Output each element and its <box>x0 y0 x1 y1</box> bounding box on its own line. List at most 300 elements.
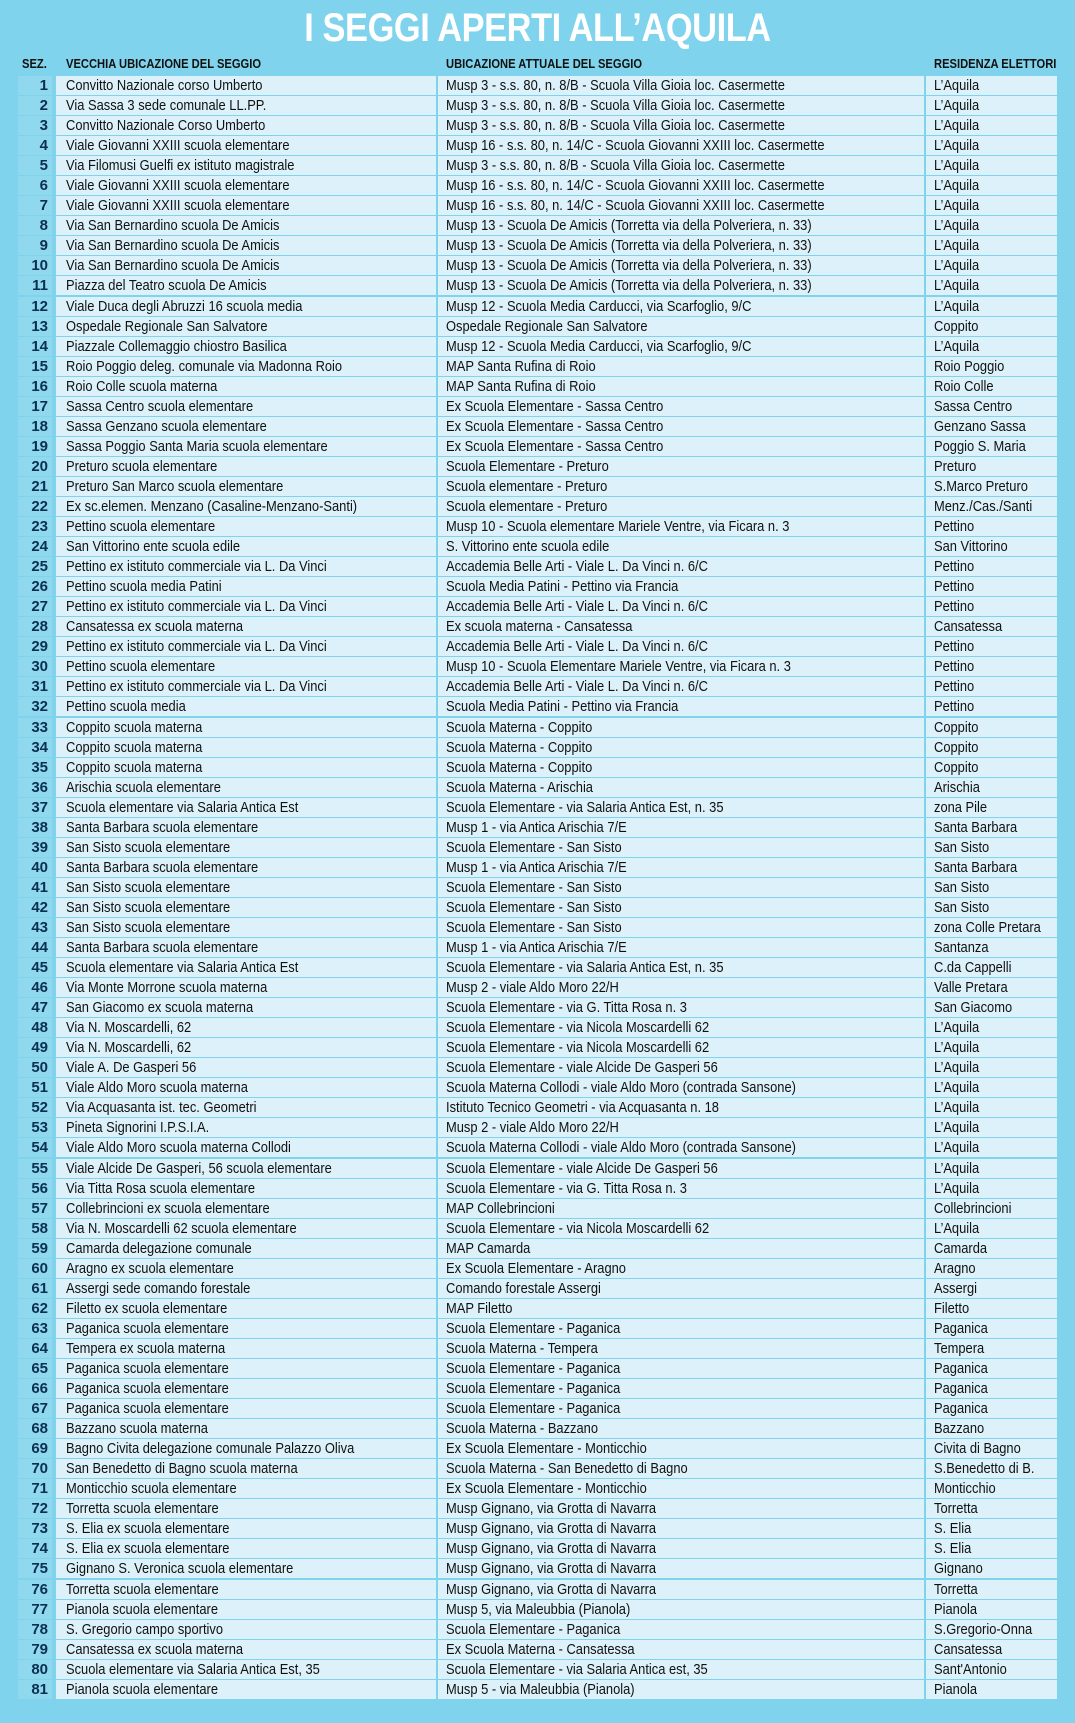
table-row <box>18 918 1057 938</box>
column-separator <box>436 1399 438 1418</box>
section-number: 6 <box>18 176 52 195</box>
section-number: 40 <box>18 858 52 877</box>
row-cells <box>56 437 1057 456</box>
section-number: 33 <box>18 718 52 737</box>
table-row <box>18 1439 1057 1459</box>
seggi-table <box>18 76 1057 1700</box>
column-separator <box>436 978 438 997</box>
new-location: Musp 10 - Scuola Elementare Mariele Ventre, via Ficara n. 3 <box>446 658 791 676</box>
table-row <box>18 1499 1057 1519</box>
old-location: Collebrincioni ex scuola elementare <box>66 1199 270 1217</box>
column-separator <box>924 637 926 656</box>
table-row <box>18 256 1057 276</box>
new-location: Musp 10 - Scuola elementare Mariele Ventre, via Ficara n. 3 <box>446 518 790 536</box>
voter-residence: Sant'Antonio <box>934 1660 1007 1678</box>
column-separator <box>436 838 438 857</box>
new-location: Scuola Materna - Bazzano <box>446 1420 599 1438</box>
table-row <box>18 637 1057 657</box>
section-number: 15 <box>18 357 52 376</box>
column-separator <box>924 1600 926 1619</box>
column-separator <box>436 938 438 957</box>
table-row <box>18 1660 1057 1680</box>
section-number: 56 <box>18 1179 52 1198</box>
old-location: Via N. Moscardelli, 62 <box>66 1019 192 1037</box>
column-separator <box>924 718 926 737</box>
row-cells <box>56 1038 1057 1057</box>
column-separator <box>924 1640 926 1659</box>
section-number: 29 <box>18 637 52 656</box>
voter-residence: L’Aquila <box>934 77 980 94</box>
new-location: Ex Scuola Elementare - Sassa Centro <box>446 397 664 415</box>
table-row <box>18 1359 1057 1379</box>
old-location: Via San Bernardino scuola De Amicis <box>66 257 280 275</box>
new-location: MAP Collebrincioni <box>446 1199 555 1217</box>
section-number: 65 <box>18 1359 52 1378</box>
section-number: 9 <box>18 236 52 255</box>
column-separator <box>924 597 926 616</box>
row-cells <box>56 1319 1057 1338</box>
old-location: Piazza del Teatro scuola De Amicis <box>66 277 267 295</box>
table-row <box>18 437 1057 457</box>
new-location: Scuola Elementare - Paganica <box>446 1380 621 1398</box>
column-separator <box>924 1038 926 1057</box>
column-separator <box>436 1239 438 1258</box>
old-location: Viale Giovanni XXIII scuola elementare <box>66 137 290 155</box>
section-number: 12 <box>18 297 52 316</box>
column-separator <box>436 858 438 877</box>
table-row <box>18 577 1057 597</box>
column-separator <box>436 457 438 476</box>
voter-residence: L’Aquila <box>934 1159 980 1177</box>
column-separator <box>436 357 438 376</box>
old-location: Sassa Centro scuola elementare <box>66 397 254 415</box>
column-separator <box>924 1459 926 1478</box>
table-row <box>18 1098 1057 1118</box>
table-row <box>18 1339 1057 1359</box>
row-cells <box>56 677 1057 696</box>
table-row <box>18 1620 1057 1640</box>
section-number: 19 <box>18 437 52 456</box>
row-cells <box>56 978 1057 997</box>
header-old-location: VECCHIA UBICAZIONE DEL SEGGIO <box>66 56 262 71</box>
column-separator <box>924 798 926 817</box>
voter-residence: L’Aquila <box>934 1179 980 1197</box>
table-row <box>18 116 1057 136</box>
voter-residence: Tempera <box>934 1339 985 1357</box>
new-location: Scuola elementare - Preturo <box>446 497 608 515</box>
header-new-location: UBICAZIONE ATTUALE DEL SEGGIO <box>446 56 643 71</box>
section-number: 47 <box>18 998 52 1017</box>
section-number: 58 <box>18 1219 52 1238</box>
column-separator <box>436 1600 438 1619</box>
old-location: Pettino scuola media <box>66 698 186 716</box>
voter-residence: Menz./Cas./Santi <box>934 497 1033 515</box>
table-row <box>18 276 1057 296</box>
old-location: Viale Duca degli Abruzzi 16 scuola media <box>66 297 303 315</box>
voter-residence: zona Pile <box>934 798 988 816</box>
column-separator <box>436 236 438 255</box>
new-location: Scuola Materna - Tempera <box>446 1339 598 1357</box>
old-location: Scuola elementare via Salaria Antica Est, 35 <box>66 1660 320 1678</box>
old-location: Preturo San Marco scuola elementare <box>66 477 284 495</box>
column-separator <box>924 176 926 195</box>
row-cells <box>56 1098 1057 1117</box>
column-separator <box>436 256 438 275</box>
row-cells <box>56 818 1057 837</box>
column-separator <box>436 818 438 837</box>
section-number: 18 <box>18 417 52 436</box>
column-separator <box>924 156 926 175</box>
column-separator <box>436 176 438 195</box>
column-separator <box>924 276 926 295</box>
row-cells <box>56 497 1057 516</box>
column-separator <box>924 256 926 275</box>
row-cells <box>56 918 1057 937</box>
voter-residence: Pettino <box>934 558 975 576</box>
column-separator <box>924 918 926 937</box>
section-number: 5 <box>18 156 52 175</box>
column-separator <box>924 317 926 336</box>
section-number: 37 <box>18 798 52 817</box>
column-separator <box>436 297 438 316</box>
section-number: 60 <box>18 1259 52 1278</box>
section-number: 36 <box>18 778 52 797</box>
section-number: 43 <box>18 918 52 937</box>
old-location: Monticchio scuola elementare <box>66 1480 237 1498</box>
section-number: 63 <box>18 1319 52 1338</box>
voter-residence: Coppito <box>934 738 979 756</box>
new-location: MAP Santa Rufina di Roio <box>446 377 596 395</box>
old-location: Pettino ex istituto commerciale via L. Da Vinci <box>66 598 327 616</box>
column-separator <box>436 1499 438 1518</box>
voter-residence: L’Aquila <box>934 237 980 255</box>
voter-residence: L’Aquila <box>934 1139 980 1157</box>
table-row <box>18 156 1057 176</box>
column-separator <box>924 818 926 837</box>
column-separator <box>436 738 438 757</box>
column-separator <box>436 1038 438 1057</box>
row-cells <box>56 798 1057 817</box>
table-row <box>18 778 1057 798</box>
old-location: Preturo scuola elementare <box>66 457 218 475</box>
new-location: Scuola Materna - Arischia <box>446 778 593 796</box>
table-row <box>18 1640 1057 1660</box>
column-separator <box>436 156 438 175</box>
table-row <box>18 1199 1057 1219</box>
old-location: Viale Aldo Moro scuola materna Collodi <box>66 1139 291 1157</box>
section-number: 20 <box>18 457 52 476</box>
section-number: 64 <box>18 1339 52 1358</box>
section-number: 31 <box>18 677 52 696</box>
column-separator <box>924 898 926 917</box>
voter-residence: L’Aquila <box>934 337 980 355</box>
voter-residence: Roio Poggio <box>934 357 1005 375</box>
old-location: Coppito scuola materna <box>66 718 203 736</box>
column-separator <box>436 617 438 636</box>
voter-residence: Torretta <box>934 1580 978 1598</box>
old-location: Assergi sede comando forestale <box>66 1279 251 1297</box>
table-row <box>18 1038 1057 1058</box>
table-row <box>18 96 1057 116</box>
table-row <box>18 978 1057 998</box>
section-number: 35 <box>18 758 52 777</box>
column-separator <box>436 1078 438 1097</box>
column-separator <box>924 938 926 957</box>
new-location: Scuola Materna - Coppito <box>446 738 593 756</box>
voter-residence: L’Aquila <box>934 157 980 175</box>
old-location: Arischia scuola elementare <box>66 778 221 796</box>
column-separator <box>436 1519 438 1538</box>
column-separator <box>924 1660 926 1679</box>
old-location: Cansatessa ex scuola materna <box>66 1640 244 1658</box>
column-separator <box>924 1199 926 1218</box>
column-separator <box>924 778 926 797</box>
column-separator <box>436 1259 438 1278</box>
section-number: 72 <box>18 1499 52 1518</box>
row-cells <box>56 1239 1057 1258</box>
column-separator <box>436 1620 438 1639</box>
old-location: Paganica scuola elementare <box>66 1360 229 1377</box>
column-separator <box>924 758 926 777</box>
new-location: Musp 12 - Scuola Media Carducci, via Scarfoglio, 9/C <box>446 297 752 315</box>
new-location: Scuola Elementare - Preturo <box>446 457 609 475</box>
row-cells <box>56 557 1057 576</box>
voter-residence: Pettino <box>934 638 975 656</box>
voter-residence: Paganica <box>934 1319 988 1337</box>
new-location: Musp 16 - s.s. 80, n. 14/C - Scuola Giovanni XXIII loc. Casermette <box>446 137 825 155</box>
voter-residence: Coppito <box>934 758 979 776</box>
row-cells <box>56 898 1057 917</box>
new-location: Musp Gignano, via Grotta di Navarra <box>446 1520 657 1538</box>
voter-residence: Aragno <box>934 1259 976 1277</box>
section-number: 23 <box>18 517 52 536</box>
row-cells <box>56 1620 1057 1639</box>
table-row <box>18 697 1057 717</box>
row-cells <box>56 357 1057 376</box>
new-location: Musp 1 - via Antica Arischia 7/E <box>446 939 627 957</box>
section-number: 8 <box>18 216 52 235</box>
new-location: Scuola Elementare - San Sisto <box>446 878 622 896</box>
column-separator <box>436 1319 438 1338</box>
voter-residence: Civita di Bagno <box>934 1440 1021 1458</box>
table-row <box>18 657 1057 677</box>
section-number: 45 <box>18 958 52 977</box>
section-number: 67 <box>18 1399 52 1418</box>
new-location: Comando forestale Assergi <box>446 1279 601 1297</box>
row-cells <box>56 236 1057 255</box>
new-location: Musp 13 - Scuola De Amicis (Torretta via della Polveriera, n. 33) <box>446 217 812 235</box>
column-separator <box>436 1058 438 1077</box>
column-separator <box>436 136 438 155</box>
old-location: Paganica scuola elementare <box>66 1319 229 1337</box>
old-location: Bagno Civita delegazione comunale Palazzo Oliva <box>66 1440 355 1458</box>
old-location: Aragno ex scuola elementare <box>66 1259 234 1277</box>
voter-residence: Collebrincioni <box>934 1199 1012 1217</box>
column-separator <box>436 477 438 496</box>
voter-residence: Arischia <box>934 778 980 796</box>
row-cells <box>56 738 1057 757</box>
table-row <box>18 1138 1057 1158</box>
row-cells <box>56 276 1057 295</box>
column-separator <box>436 1138 438 1157</box>
column-separator <box>924 337 926 356</box>
column-separator <box>924 136 926 155</box>
section-number: 4 <box>18 136 52 155</box>
old-location: Sassa Genzano scuola elementare <box>66 417 267 435</box>
new-location: Scuola Materna - Coppito <box>446 718 593 736</box>
old-location: Pineta Signorini I.P.S.I.A. <box>66 1119 210 1137</box>
section-number: 74 <box>18 1539 52 1558</box>
old-location: Santa Barbara scuola elementare <box>66 858 259 876</box>
old-location: Pettino scuola elementare <box>66 658 216 676</box>
row-cells <box>56 1519 1057 1538</box>
section-number: 21 <box>18 477 52 496</box>
voter-residence: San Sisto <box>934 838 990 856</box>
column-separator <box>924 738 926 757</box>
old-location: San Sisto scuola elementare <box>66 898 231 916</box>
column-separator <box>436 1680 438 1699</box>
header-residence: RESIDENZA ELETTORI <box>934 56 1057 71</box>
column-separator <box>924 1339 926 1358</box>
column-separator <box>924 357 926 376</box>
old-location: Santa Barbara scuola elementare <box>66 818 259 836</box>
column-separator <box>436 898 438 917</box>
section-number: 7 <box>18 196 52 215</box>
table-row <box>18 417 1057 437</box>
table-row <box>18 176 1057 196</box>
row-cells <box>56 537 1057 556</box>
old-location: Via Filomusi Guelfi ex istituto magistrale <box>66 157 295 175</box>
new-location: MAP Santa Rufina di Roio <box>446 357 596 375</box>
section-number: 22 <box>18 497 52 516</box>
column-separator <box>924 677 926 696</box>
old-location: Ex sc.elemen. Menzano (Casaline-Menzano-Santi) <box>66 497 358 515</box>
table-row <box>18 517 1057 537</box>
section-number: 14 <box>18 337 52 356</box>
voter-residence: S.Marco Preturo <box>934 477 1028 495</box>
voter-residence: L’Aquila <box>934 1059 980 1077</box>
old-location: Torretta scuola elementare <box>66 1500 219 1518</box>
column-separator <box>436 677 438 696</box>
section-number: 61 <box>18 1279 52 1298</box>
new-location: Scuola Media Patini - Pettino via Francia <box>446 698 679 716</box>
section-number: 34 <box>18 738 52 757</box>
old-location: Via N. Moscardelli 62 scuola elementare <box>66 1219 297 1237</box>
new-location: Musp 5 - via Maleubbia (Pianola) <box>446 1680 635 1698</box>
column-separator <box>924 1219 926 1238</box>
column-separator <box>924 858 926 877</box>
section-number: 44 <box>18 938 52 957</box>
new-location: Musp 3 - s.s. 80, n. 8/B - Scuola Villa Gioia loc. Casermette <box>446 77 785 94</box>
table-row <box>18 377 1057 397</box>
old-location: Tempera ex scuola materna <box>66 1339 226 1357</box>
table-row <box>18 1319 1057 1339</box>
voter-residence: Sassa Centro <box>934 397 1013 415</box>
row-cells <box>56 958 1057 977</box>
old-location: Via N. Moscardelli, 62 <box>66 1039 192 1057</box>
row-cells <box>56 1118 1057 1137</box>
old-location: Pettino scuola media Patini <box>66 578 222 596</box>
row-cells <box>56 758 1057 777</box>
voter-residence: Pettino <box>934 698 975 716</box>
table-row <box>18 136 1057 156</box>
column-separator <box>436 958 438 977</box>
new-location: Musp Gignano, via Grotta di Navarra <box>446 1540 657 1558</box>
column-separator <box>924 1138 926 1157</box>
column-separator <box>924 657 926 676</box>
voter-residence: Assergi <box>934 1279 978 1297</box>
column-separator <box>924 1179 926 1198</box>
voter-residence: S. Elia <box>934 1540 972 1558</box>
table-row <box>18 958 1057 978</box>
section-number: 28 <box>18 617 52 636</box>
column-separator <box>436 878 438 897</box>
page-title: I SEGGI APERTI ALL’AQUILA <box>304 6 771 50</box>
table-row <box>18 1419 1057 1439</box>
table-row <box>18 938 1057 958</box>
column-separator <box>924 958 926 977</box>
old-location: Piazzale Collemaggio chiostro Basilica <box>66 337 287 355</box>
section-number: 24 <box>18 537 52 556</box>
row-cells <box>56 337 1057 356</box>
new-location: Scuola Elementare - San Sisto <box>446 838 622 856</box>
new-location: Scuola Elementare - Paganica <box>446 1400 621 1418</box>
new-location: Musp 13 - Scuola De Amicis (Torretta via della Polveriera, n. 33) <box>446 257 812 275</box>
old-location: Cansatessa ex scuola materna <box>66 618 244 636</box>
column-separator <box>436 998 438 1017</box>
old-location: San Sisto scuola elementare <box>66 918 231 936</box>
new-location: Scuola Materna - San Benedetto di Bagno <box>446 1460 688 1478</box>
table-row <box>18 617 1057 637</box>
table-row <box>18 1118 1057 1138</box>
old-location: Gignano S. Veronica scuola elementare <box>66 1560 294 1578</box>
row-cells <box>56 1419 1057 1438</box>
old-location: Pettino ex istituto commerciale via L. Da Vinci <box>66 638 327 656</box>
old-location: Viale Alcide De Gasperi, 56 scuola elementare <box>66 1159 332 1177</box>
table-row <box>18 1058 1057 1078</box>
old-location: Ospedale Regionale San Salvatore <box>66 317 268 335</box>
new-location: Scuola Elementare - via Nicola Moscardelli 62 <box>446 1019 710 1037</box>
section-number: 25 <box>18 557 52 576</box>
column-separator <box>924 1680 926 1699</box>
voter-residence: Pettino <box>934 678 975 696</box>
new-location: Musp Gignano, via Grotta di Navarra <box>446 1580 657 1598</box>
column-separator <box>436 778 438 797</box>
old-location: Santa Barbara scuola elementare <box>66 939 259 957</box>
section-number: 51 <box>18 1078 52 1097</box>
column-separator <box>924 1479 926 1498</box>
row-cells <box>56 1379 1057 1398</box>
new-location: Musp 12 - Scuola Media Carducci, via Scarfoglio, 9/C <box>446 337 752 355</box>
column-separator <box>436 718 438 737</box>
section-number: 10 <box>18 256 52 275</box>
section-number: 27 <box>18 597 52 616</box>
row-cells <box>56 1640 1057 1659</box>
new-location: Ex scuola materna - Cansatessa <box>446 618 633 636</box>
column-separator <box>436 557 438 576</box>
section-number: 53 <box>18 1118 52 1137</box>
column-separator <box>436 1660 438 1679</box>
old-location: Coppito scuola materna <box>66 738 203 756</box>
column-separator <box>436 497 438 516</box>
section-number: 79 <box>18 1640 52 1659</box>
new-location: Scuola Elementare - Paganica <box>446 1319 621 1337</box>
old-location: Viale Aldo Moro scuola materna <box>66 1079 248 1097</box>
old-location: Via San Bernardino scuola De Amicis <box>66 217 280 235</box>
column-separator <box>436 918 438 937</box>
voter-residence: San Giacomo <box>934 999 1013 1017</box>
column-separator <box>924 477 926 496</box>
